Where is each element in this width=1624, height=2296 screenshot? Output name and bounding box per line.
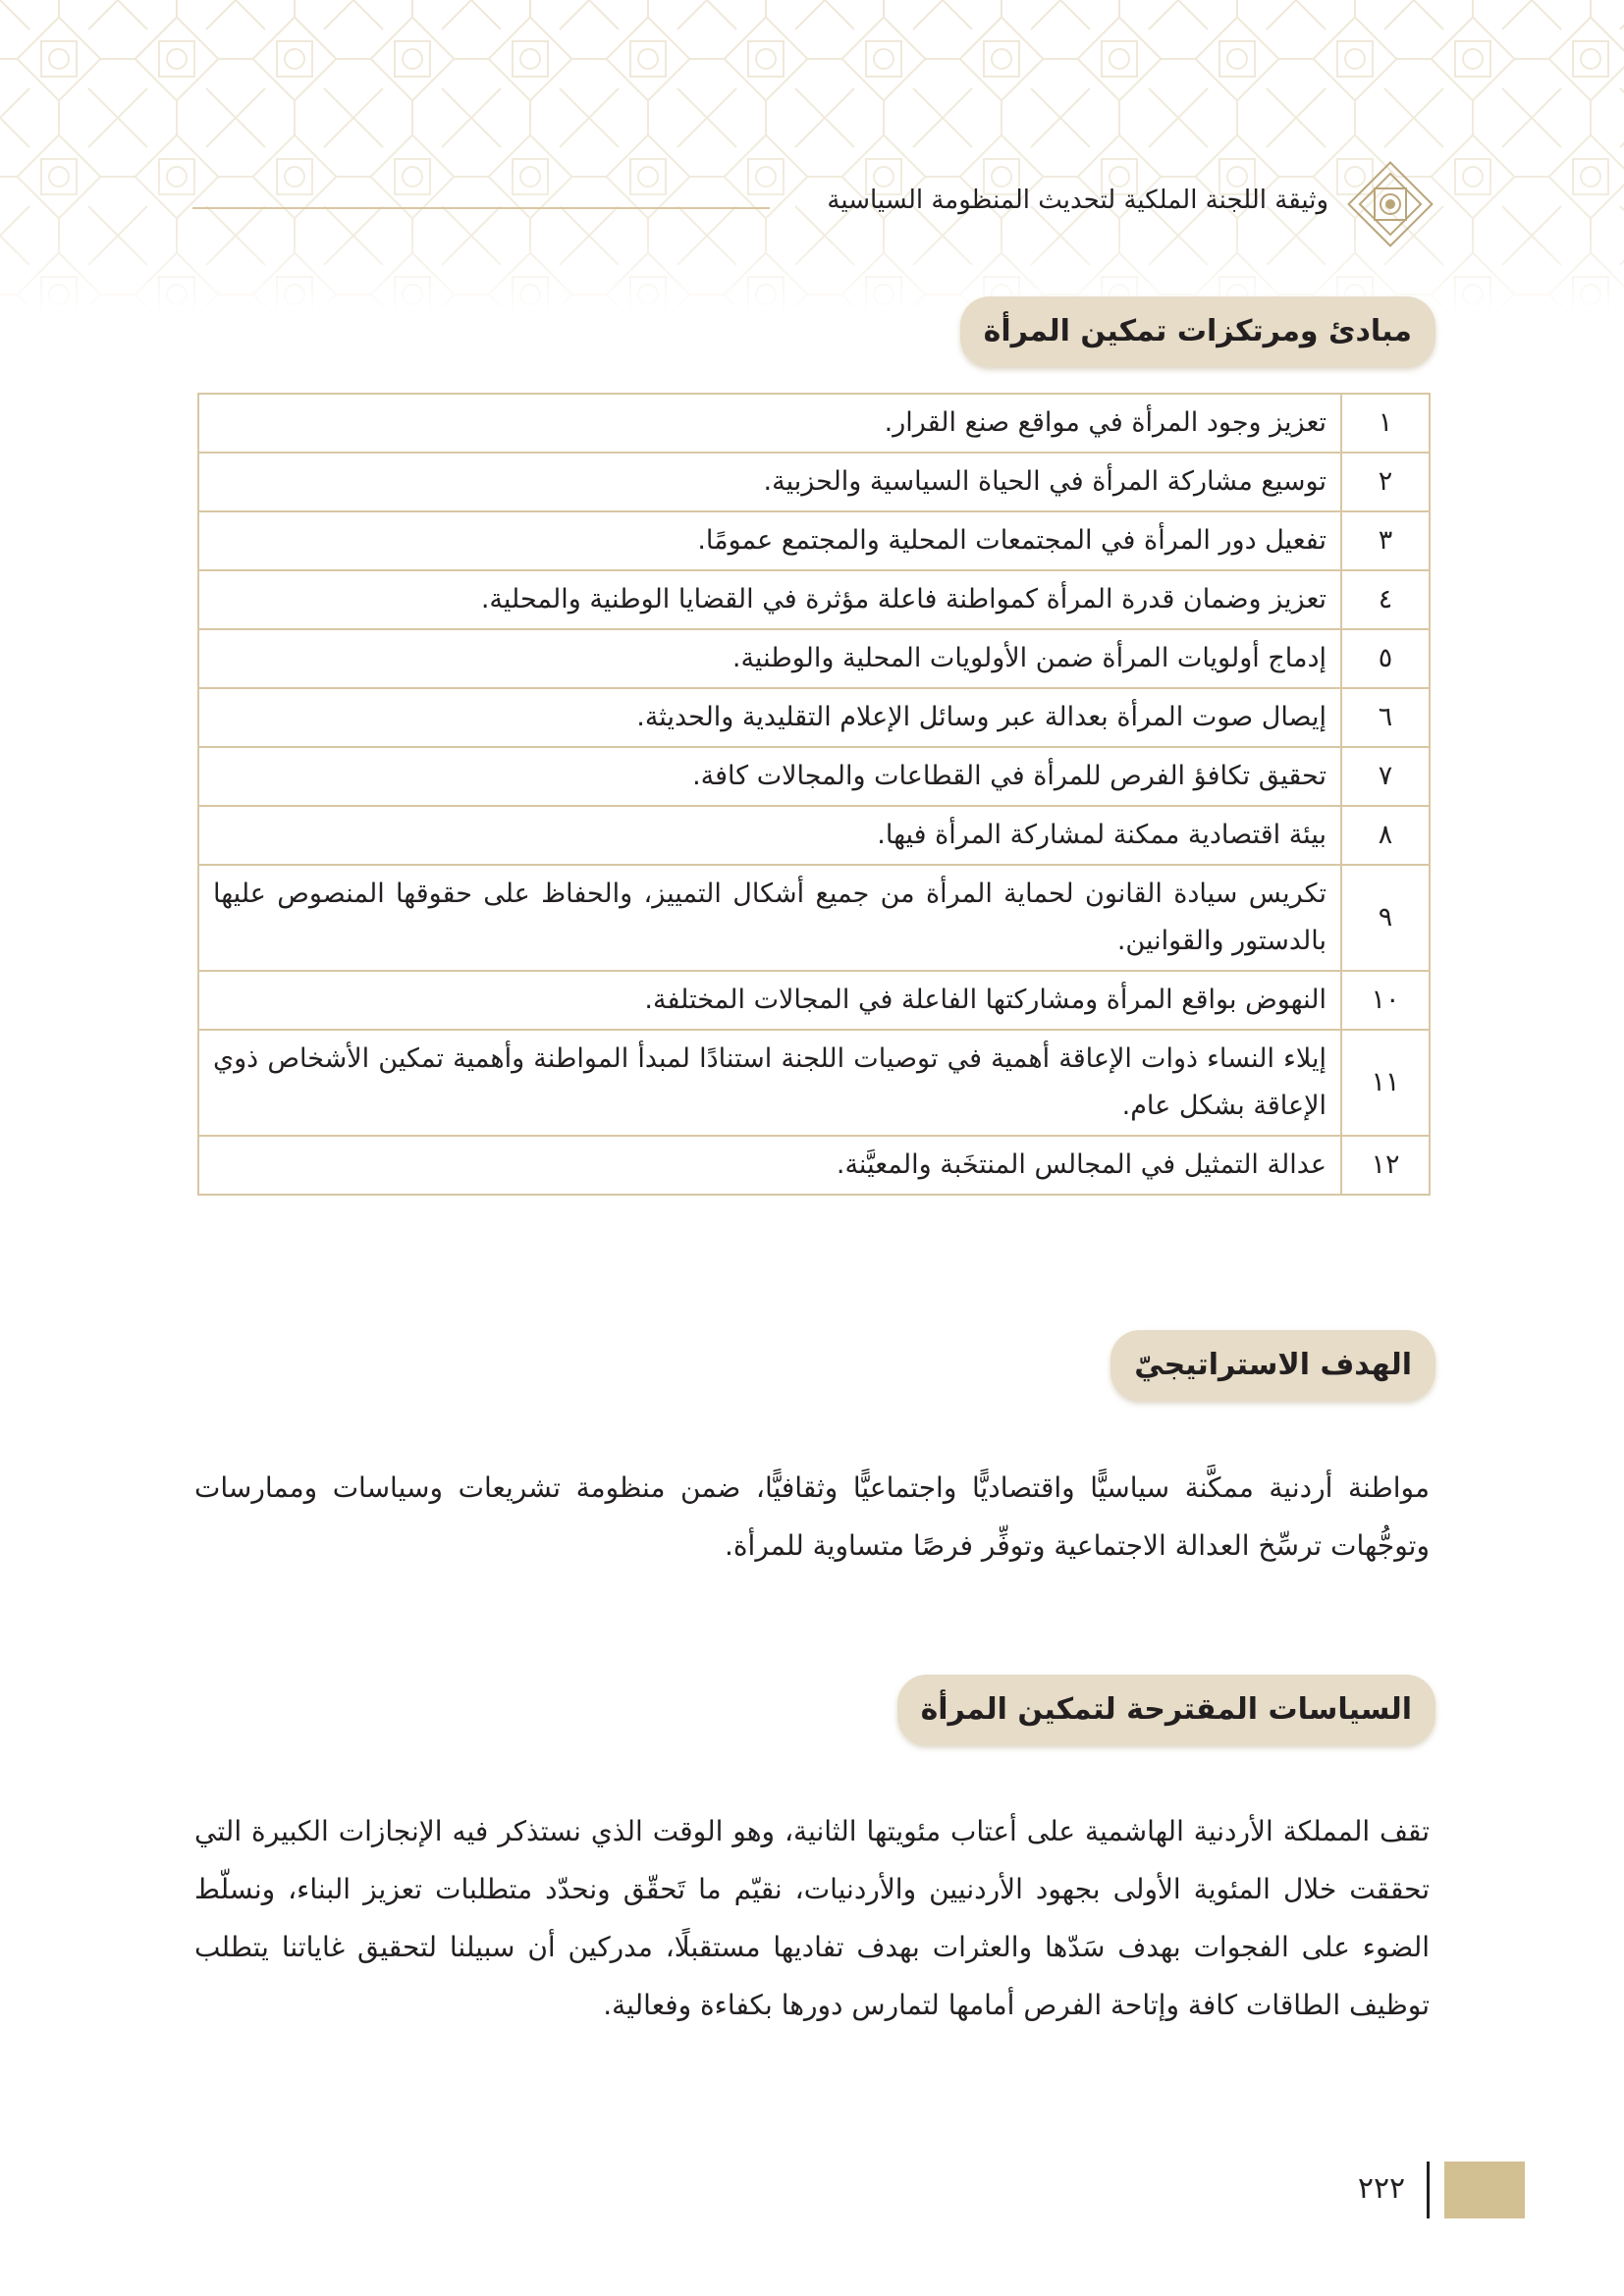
policies-paragraph: تقف المملكة الأردنية الهاشمية على أعتاب مئويتها الثانية، وهو الوقت الذي نستذكر فيه الإنجازات الكبيرة التي تحققت خلال المئوية الأولى بجهود الأردنيين والأردنيات، نقيّم ما تَحقّق ونحدّد متطلبات تعزيز البناء، ونسلّط الضوء على الفجوات بهدف سَدّها والعثرات بهدف تفاديها مستقبلًا، مدركين أن سبيلنا لتحقيق غاياتنا يتطلب توظيف الطاقات كافة وإتاحة الفرص أمامها لتمارس دورها بكفاءة وفعالية. [194, 1815, 1430, 2021]
table-row [198, 971, 1430, 1030]
row-number: ٦ [1341, 688, 1430, 747]
row-text: تفعيل دور المرأة في المجتمعات المحلية والمجتمع عمومًا. [198, 511, 1341, 570]
table-row [198, 394, 1430, 453]
document-title: وثيقة اللجنة الملكية لتحديث المنظومة السياسية [827, 186, 1328, 215]
row-text: إيصال صوت المرأة بعدالة عبر وسائل الإعلام التقليدية والحديثة. [198, 688, 1341, 747]
goal-heading: الهدف الاستراتيجيّ [1110, 1330, 1435, 1401]
table-row [198, 1030, 1430, 1136]
row-text: تعزيز وجود المرأة في مواقع صنع القرار. [198, 394, 1341, 453]
row-number: ١٢ [1341, 1136, 1430, 1195]
principles-heading: مبادئ ومرتكزات تمكين المرأة [960, 296, 1435, 367]
row-number: ٥ [1341, 629, 1430, 688]
table-row [198, 1136, 1430, 1195]
row-text: تكريس سيادة القانون لحماية المرأة من جميع أشكال التمييز، والحفاظ على حقوقها المنصوص عليها بالدستور والقوانين. [198, 865, 1341, 971]
header-rule [192, 207, 770, 209]
row-number: ٢ [1341, 453, 1430, 511]
page-marker [1444, 2162, 1525, 2218]
row-number: ٨ [1341, 806, 1430, 865]
page-separator [1427, 2162, 1430, 2218]
row-text: تعزيز وضمان قدرة المرأة كمواطنة فاعلة مؤثرة في القضايا الوطنية والمحلية. [198, 570, 1341, 629]
principles-table [197, 393, 1431, 1196]
row-number: ٤ [1341, 570, 1430, 629]
row-text: تحقيق تكافؤ الفرص للمرأة في القطاعات والمجالات كافة. [198, 747, 1341, 806]
row-text: إيلاء النساء ذوات الإعاقة أهمية في توصيات اللجنة استنادًا لمبدأ المواطنة وأهمية تمكين الأشخاص ذوي الإعاقة بشكل عام. [198, 1030, 1341, 1136]
row-number: ١ [1341, 394, 1430, 453]
row-number: ١١ [1341, 1030, 1430, 1136]
row-text: إدماج أولويات المرأة ضمن الأولويات المحلية والوطنية. [198, 629, 1341, 688]
row-number: ٩ [1341, 865, 1430, 971]
table-row [198, 629, 1430, 688]
table-row [198, 511, 1430, 570]
row-text: النهوض بواقع المرأة ومشاركتها الفاعلة في المجالات المختلفة. [198, 971, 1341, 1030]
table-row [198, 865, 1430, 971]
row-text: بيئة اقتصادية ممكنة لمشاركة المرأة فيها. [198, 806, 1341, 865]
row-number: ٧ [1341, 747, 1430, 806]
table-row [198, 570, 1430, 629]
policies-heading: السياسات المقترحة لتمكين المرأة [897, 1675, 1435, 1745]
row-text: عدالة التمثيل في المجالس المنتخَبة والمعيَّنة. [198, 1136, 1341, 1195]
table-row [198, 453, 1430, 511]
table-row [198, 747, 1430, 806]
table-row [198, 688, 1430, 747]
row-text: توسيع مشاركة المرأة في الحياة السياسية والحزبية. [198, 453, 1341, 511]
page-number: ٢٢٢ [1357, 2171, 1406, 2206]
row-number: ٣ [1341, 511, 1430, 570]
row-number: ١٠ [1341, 971, 1430, 1030]
table-row [198, 806, 1430, 865]
emblem-icon [1343, 157, 1437, 251]
goal-paragraph: مواطنة أردنية ممكَّنة سياسيًّا واقتصاديًّا واجتماعيًّا وثقافيًّا، ضمن منظومة تشريعات وسياسات وممارسات وتوجُّهات ترسِّخ العدالة الاجتماعية وتوفِّر فرصًا متساوية للمرأة. [194, 1471, 1430, 1562]
